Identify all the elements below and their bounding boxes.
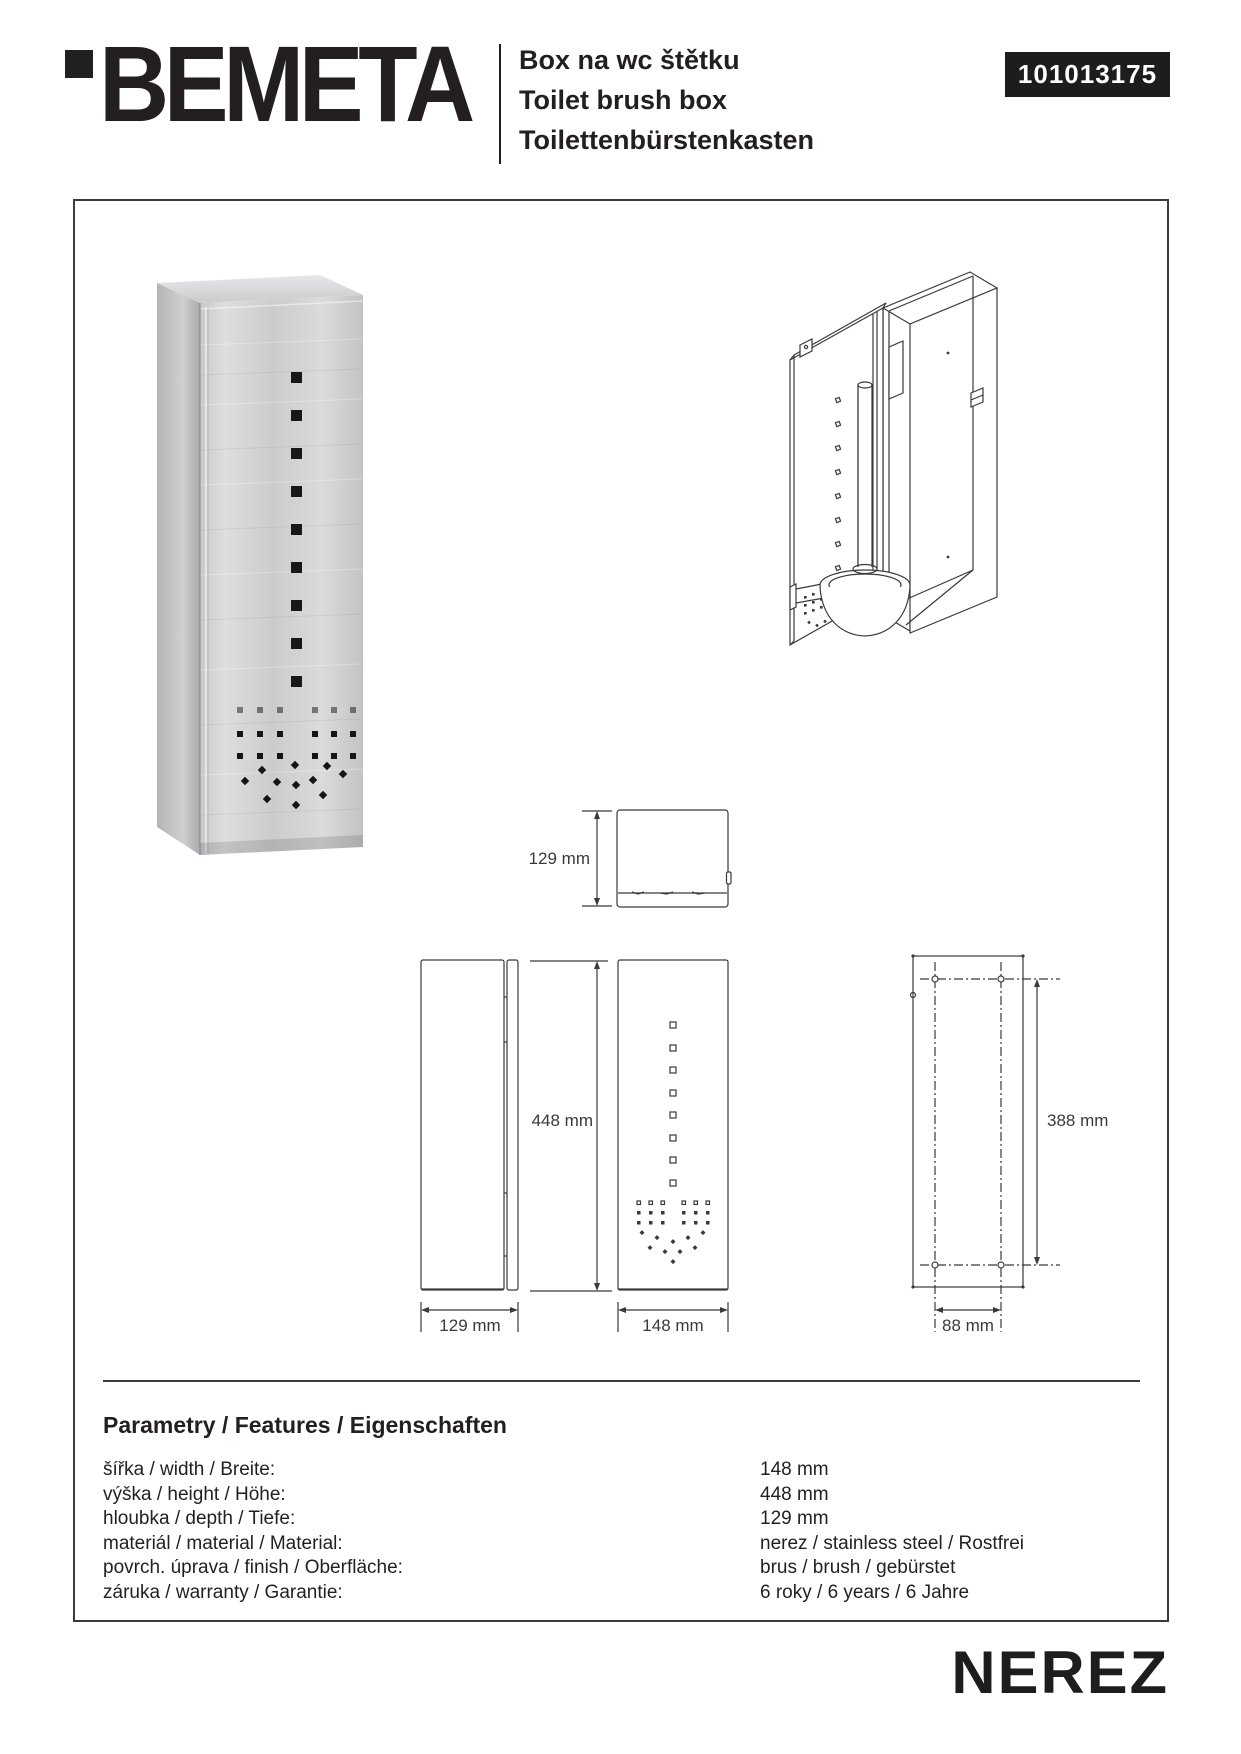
- header-divider: [499, 44, 501, 164]
- title-english: Toilet brush box: [519, 85, 727, 115]
- param-value: 6 roky / 6 years / 6 Jahre: [760, 1581, 970, 1603]
- param-label: povrch. úprava / finish / Oberfläche:: [103, 1557, 403, 1578]
- table-row: [103, 1581, 1123, 1606]
- param-value: nerez / stainless steel / Rostfrei: [760, 1532, 1024, 1554]
- product-photo: [145, 255, 375, 865]
- brand-logo: BEMETA: [99, 23, 470, 144]
- dim-mount-width-label: 88 mm: [942, 1316, 994, 1335]
- section-divider: [103, 1380, 1140, 1382]
- param-value: 448 mm: [760, 1483, 829, 1505]
- dim-width-label: 148 mm: [642, 1316, 704, 1335]
- orthographic-views-drawing: [380, 950, 1150, 1340]
- dim-depth-top-label: 129 mm: [528, 849, 590, 868]
- assembly-drawing: [690, 235, 1010, 655]
- param-label: šířka / width / Breite:: [103, 1459, 276, 1480]
- dim-mount-height-label: 388 mm: [1047, 1111, 1109, 1130]
- table-row: [103, 1507, 1123, 1532]
- param-label: záruka / warranty / Garantie:: [103, 1581, 343, 1603]
- param-value: 148 mm: [760, 1459, 829, 1480]
- dim-depth-bottom-label: 129 mm: [439, 1316, 501, 1335]
- table-row: [103, 1483, 1123, 1508]
- table-row: [103, 1532, 1123, 1557]
- parameters-table: [103, 1458, 1123, 1605]
- table-row: [103, 1458, 1123, 1483]
- param-value: brus / brush / gebürstet: [760, 1557, 956, 1578]
- product-titles: [519, 40, 814, 160]
- parameters-heading: Parametry / Features / Eigenschaften: [103, 1412, 507, 1438]
- param-label: výška / height / Höhe:: [103, 1483, 286, 1505]
- nerez-material-logo: NEREZ: [951, 1639, 1169, 1706]
- param-label: hloubka / depth / Tiefe:: [103, 1508, 296, 1529]
- logo-square-icon: [65, 50, 93, 78]
- product-code-badge: 101013175: [1005, 52, 1170, 97]
- dim-height-label: 448 mm: [531, 1111, 593, 1130]
- title-czech: Box na wc štětku: [519, 45, 740, 75]
- table-row: [103, 1556, 1123, 1581]
- param-value: 129 mm: [760, 1508, 829, 1529]
- photo-perforation-column: [291, 372, 302, 687]
- title-german: Toilettenbürstenkasten: [519, 125, 815, 155]
- param-label: materiál / material / Material:: [103, 1532, 343, 1554]
